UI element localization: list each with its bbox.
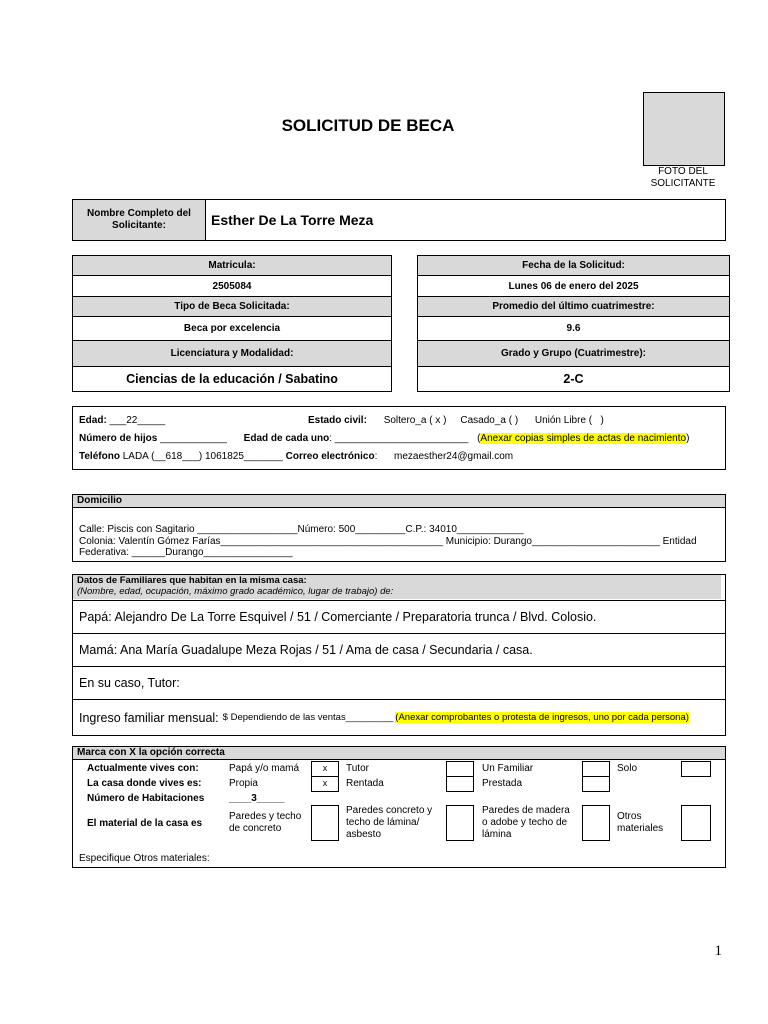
ingreso-label: Ingreso familiar mensual: — [79, 710, 219, 725]
licenciatura-label: Licenciatura y Modalidad: — [73, 341, 391, 367]
papa-mama-checkbox[interactable]: x — [311, 761, 339, 777]
matricula-label: Matricula: — [73, 256, 391, 276]
name-value: Esther De La Torre Meza — [211, 212, 374, 228]
familiar-mama: Mamá: Ana María Guadalupe Meza Rojas / 51 / Ama de casa / Secundaria / casa. — [73, 633, 725, 666]
estado-civil-options: Soltero_a ( x ) Casado_a ( ) Unión Libre ( ) — [383, 415, 604, 426]
ingreso-value: $ Dependiendo de las ventas_________ — [222, 712, 394, 723]
tutor-checkbox[interactable] — [446, 761, 474, 777]
telefono-value: LADA (__618___) 1061825_______ — [122, 451, 283, 462]
familiares-header-title: Datos de Familiares que habitan en la misma casa: — [77, 575, 307, 586]
habitaciones-label: Número de Habitaciones — [87, 793, 205, 804]
material-lamina-option: Paredes concreto y techo de lámina/ asbesto — [346, 805, 433, 840]
edad-cada-value: : ________________________ — [329, 433, 469, 444]
material-lamina-checkbox[interactable] — [446, 805, 474, 841]
right-info-grid — [417, 255, 730, 392]
material-otros-checkbox[interactable] — [681, 805, 711, 841]
grado-value: 2-C — [563, 372, 584, 386]
prestada-checkbox[interactable] — [582, 776, 610, 792]
vives-con-label: Actualmente vives con: — [87, 763, 199, 774]
material-concreto-checkbox[interactable] — [311, 805, 339, 841]
papa-mama-option: Papá y/o mamá — [229, 763, 300, 774]
material-otros-option: Otros materiales — [617, 811, 664, 834]
ingreso-familiar-row — [73, 699, 725, 735]
familiares-box — [72, 574, 726, 736]
domicilio-line3: Federativa: ______Durango________________ — [79, 547, 293, 558]
propia-option: Propia — [229, 778, 258, 789]
name-label: Nombre Completo del Solicitante: — [73, 200, 206, 240]
casa-label: La casa donde vives es: — [87, 778, 202, 789]
marca-header: Marca con X la opción correcta — [73, 747, 725, 760]
prestada-option: Prestada — [482, 778, 523, 789]
un-familiar-checkbox[interactable] — [582, 761, 610, 777]
material-madera-checkbox[interactable] — [582, 805, 610, 841]
anexar-prefix: ( — [477, 433, 481, 444]
familiar-tutor: En su caso, Tutor: — [73, 666, 725, 699]
promedio-label: Promedio del último cuatrimestre: — [418, 297, 729, 317]
familiar-papa: Papá: Alejandro De La Torre Esquivel / 51 / Comerciante / Preparatoria trunca / Blvd. Colosio. — [73, 600, 725, 633]
matricula-value: 2505084 — [73, 276, 391, 297]
hijos-label: Número de hijos — [79, 433, 158, 444]
familiares-header-subtitle: (Nombre, edad, ocupación, máximo grado académico, lugar de trabajo) de: — [77, 586, 394, 597]
hijos-value: ____________ — [160, 433, 227, 444]
edad-line — [79, 415, 165, 426]
promedio-value: 9.6 — [418, 317, 729, 341]
page-number: 1 — [714, 943, 722, 959]
propia-checkbox[interactable]: x — [311, 776, 339, 792]
tutor-option: Tutor — [346, 763, 369, 774]
personal-info-box — [72, 406, 726, 470]
habitaciones-value: ____3_____ — [229, 793, 285, 804]
photo-caption — [640, 166, 726, 190]
edad-value: ___22_____ — [109, 415, 166, 426]
domicilio-line2: Colonia: Valentín Gómez Farías________________________________________ Municipio: Durango_______________________ Entidad — [79, 536, 697, 547]
edad-cada-label: Edad de cada uno — [243, 433, 330, 444]
especifique-otros: Especifique Otros materiales: — [79, 853, 210, 864]
name-box — [72, 199, 726, 241]
page-title: SOLICITUD DE BECA — [281, 116, 455, 135]
anexar-suffix: ) — [686, 433, 690, 444]
marca-opciones-box — [72, 746, 726, 868]
estado-civil-line — [308, 415, 604, 426]
left-info-grid — [72, 255, 392, 392]
rentada-checkbox[interactable] — [446, 776, 474, 792]
grado-label: Grado y Grupo (Cuatrimestre): — [418, 341, 729, 367]
anexar-actas-note: Anexar copias simples de actas de nacimiento — [480, 433, 687, 444]
fecha-label: Fecha de la Solicitud: — [418, 256, 729, 276]
un-familiar-option: Un Familiar — [482, 763, 534, 774]
telefono-label: Teléfono — [79, 451, 120, 462]
material-label: El material de la casa es — [87, 818, 203, 829]
domicilio-box — [72, 494, 726, 562]
solo-option: Solo — [617, 763, 638, 774]
tipo-beca-value — [73, 317, 391, 341]
photo-placeholder — [643, 92, 725, 166]
photo-caption-line1: FOTO DEL — [658, 166, 708, 177]
photo-caption-line2: SOLICITANTE — [650, 178, 716, 189]
fecha-value: Lunes 06 de enero del 2025 — [418, 276, 729, 297]
familiares-header — [73, 575, 721, 599]
tipo-beca-label: Tipo de Beca Solicitada: — [73, 297, 391, 317]
material-concreto-option: Paredes y techo de concreto — [229, 811, 302, 834]
domicilio-line1: Calle: Piscis con Sagitario __________________Número: 500_________C.P.: 34010____________ — [79, 524, 524, 535]
domicilio-header: Domicilio — [73, 495, 725, 508]
telefono-line — [79, 451, 513, 462]
rentada-option: Rentada — [346, 778, 384, 789]
ingreso-note: (Anexar comprobantes o protesta de ingresos, uno por cada persona) — [395, 712, 689, 723]
correo-label: Correo electrónico — [285, 451, 375, 462]
solo-checkbox[interactable] — [681, 761, 711, 777]
tipo-beca-text: Beca por excelencia — [183, 323, 281, 334]
licenciatura-value: Ciencias de la educación / Sabatino — [126, 372, 338, 386]
edad-label: Edad: — [79, 415, 107, 426]
correo-value: : mezaesther24@gmail.com — [374, 451, 514, 462]
material-madera-option: Paredes de madera o adobe y techo de lámina — [482, 805, 570, 840]
hijos-line — [79, 433, 689, 444]
estado-civil-label: Estado civil: — [308, 415, 367, 426]
